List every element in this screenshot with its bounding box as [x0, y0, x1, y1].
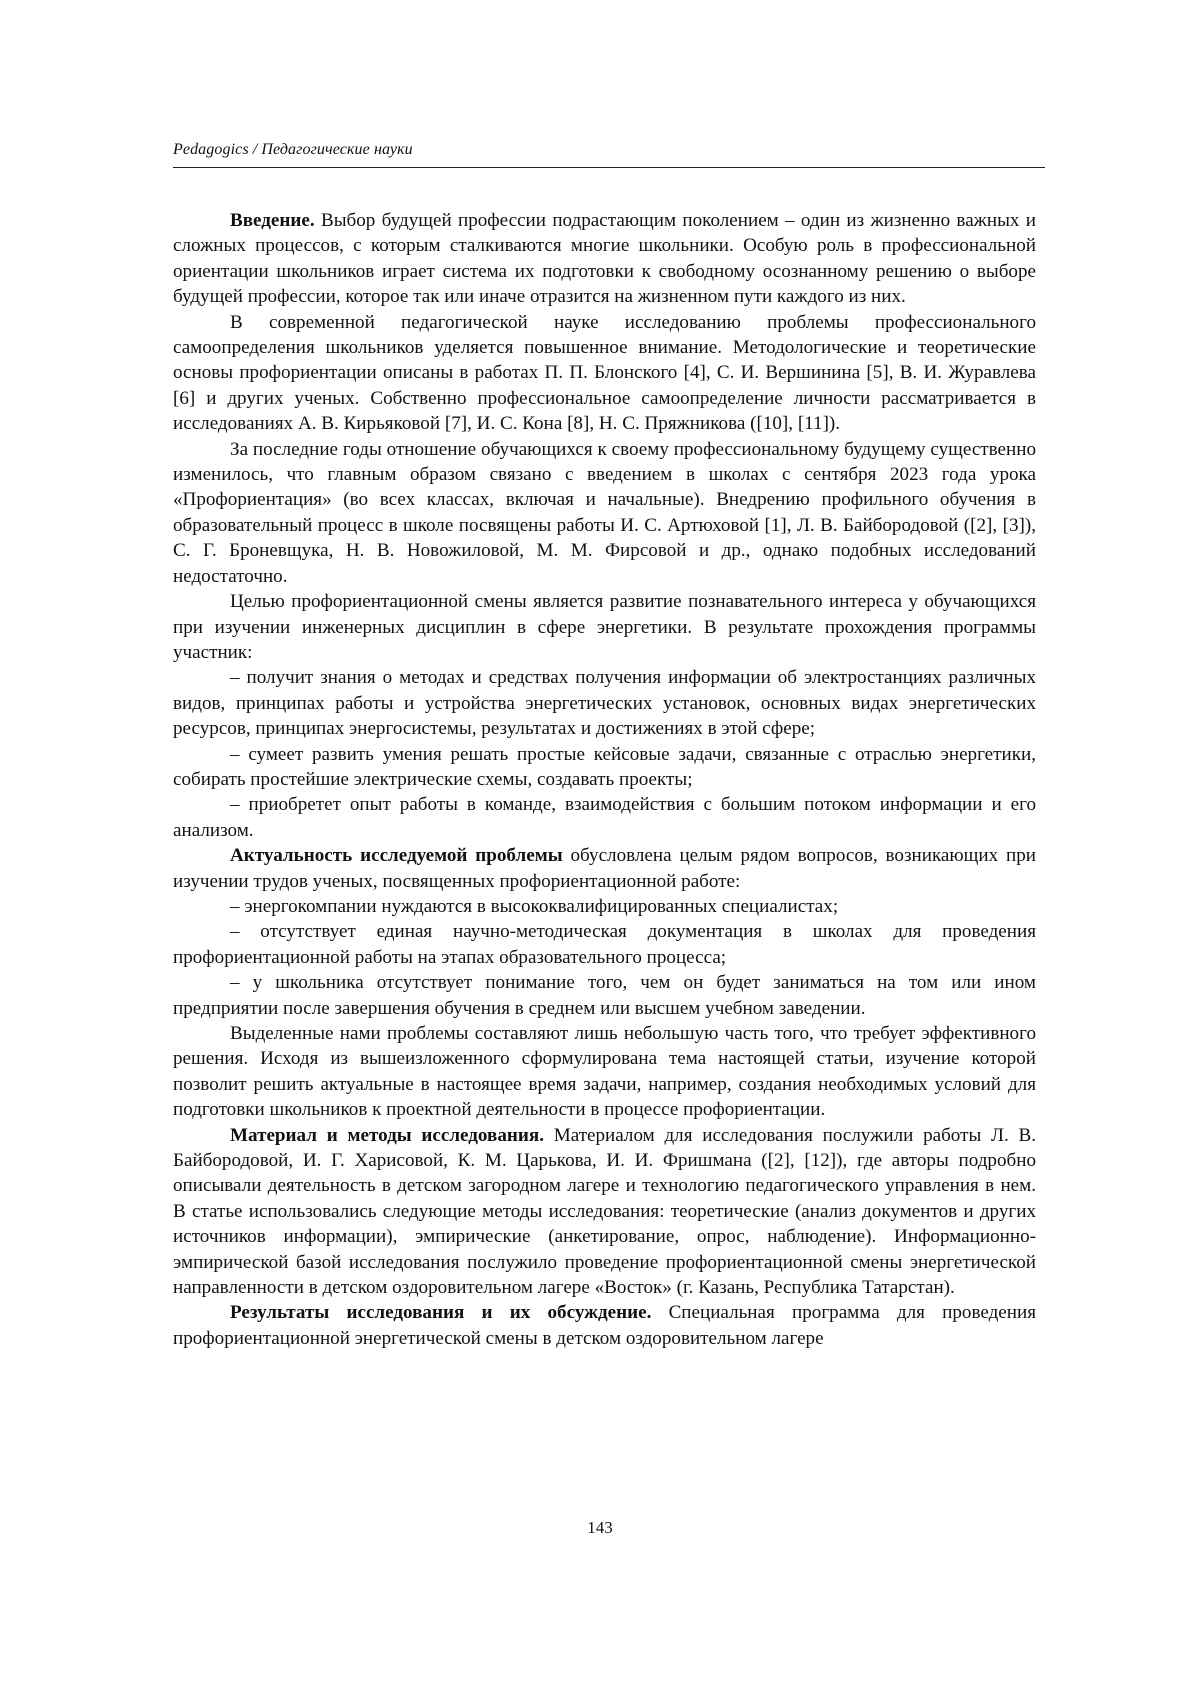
section-heading-materials-methods: Материал и методы исследования. [230, 1124, 544, 1146]
paragraph-results: Результаты исследования и их обсуждение. Специальная программа для проведения профориентационной энергетической смены в детском оздоровительном лагере [173, 1302, 1036, 1349]
article-body [173, 208, 1036, 1351]
section-heading-relevance: Актуальность исследуемой проблемы [230, 845, 563, 867]
paragraph-materials-methods: Материал и методы исследования. Материалом для исследования послужили работы Л. В. Байбородовой, И. Г. Харисовой, К. М. Царькова, И. И. Фришмана ([2], [12]), где авторы подробно описывали деятельность в детском загородном лагере и технологию педагогического управления в нем. В статье использовались следующие методы исследования: теоретические (анализ документов и других источников информации), эмпирические (анкетирование, опрос, наблюдение). Информационно-эмпирической базой исследования послужило проведение профориентационной смены энергетической направленности в детском оздоровительном лагере «Восток» (г. Казань, Республика Татарстан). [173, 1124, 1036, 1299]
list-item-problem-documentation: – отсутствует единая научно-методическая документация в школах для проведения профориентационной работы на этапах образовательного процесса; [173, 921, 1036, 968]
list-item-problem-specialists: – энергокомпании нуждаются в высококвалифицированных специалистах; [230, 895, 839, 917]
list-item-problem-understanding: – у школьника отсутствует понимание того, чем он будет заниматься на том или ином предприятии после завершения обучения в среднем или высшем учебном заведении. [173, 972, 1036, 1019]
paragraph-relevance: Актуальность исследуемой проблемы обусловлена целым рядом вопросов, возникающих при изучении трудов ученых, посвященных профориентационной работе: [173, 845, 1036, 892]
paragraph-shift-goal: Целью профориентационной смены является развитие познавательного интереса у обучающихся при изучении инженерных дисциплин в сфере энергетики. В результате прохождения программы участник: [173, 591, 1036, 663]
list-item-outcome-skills: – сумеет развить умения решать простые кейсовые задачи, связанные с отраслью энергетики, собирать простейшие электрические схемы, создавать проекты; [173, 743, 1036, 790]
running-title: Pedagogics / Педагогические науки [173, 141, 413, 158]
paragraph-introduction: Введение. Выбор будущей профессии подрастающим поколением – один из жизненно важных и сложных процессов, с которым сталкиваются многие школьники. Особую роль в профессиональной ориентации школьников играет система их подготовки к свободному осознанному решению о выборе будущей профессии, которое так или иначе отразится на жизненном пути каждого из них. [173, 210, 1036, 308]
paragraph-research-overview: В современной педагогической науке исследованию проблемы профессионального самоопределения школьников уделяется повышенное внимание. Методологические и теоретические основы профориентации описаны в работах П. П. Блонского [4], С. И. Вершинина [5], В. И. Журавлева [6] и других ученых. Собственно профессиональное самоопределение личности рассматривается в исследованиях А. В. Кирьяковой [7], И. С. Кона [8], Н. С. Пряжникова ([10], [11]). [173, 311, 1036, 435]
paragraph-recent-changes: За последние годы отношение обучающихся к своему профессиональному будущему существенно изменилось, что главным образом связано с введением в школах с сентября 2023 года урока «Профориентация» (во всех классах, включая и начальные). Внедрению профильного обучения в образовательный процесс в школе посвящены работы И. С. Артюховой [1], Л. В. Байбородовой ([2], [3]), С. Г. Броневщука, Н. В. Новожиловой, М. М. Фирсовой и др., однако подобных исследований недостаточно. [173, 438, 1036, 587]
list-item-outcome-teamwork: – приобретет опыт работы в команде, взаимодействия с большим потоком информации и его анализом. [173, 794, 1036, 841]
section-heading-introduction: Введение. [230, 210, 315, 231]
list-item-outcome-knowledge: – получит знания о методах и средствах получения информации об электростанциях различных видов, принципах работы и устройства энергетических установок, основных видах энергетических ресурсов, принципах энергосистемы, результатах и достижениях в этой сфере; [173, 667, 1036, 740]
paragraph-problem-summary: Выделенные нами проблемы составляют лишь небольшую часть того, что требует эффективного решения. Исходя из вышеизложенного сформулирована тема настоящей статьи, изучение которой позволит решить актуальные в настоящее время задачи, например, создания необходимых условий для подготовки школьников к проектной деятельности в процессе профориентации. [173, 1023, 1036, 1121]
section-heading-results: Результаты исследования и их обсуждение. [230, 1302, 652, 1324]
page-header [173, 137, 1045, 168]
page-number: 143 [587, 1518, 613, 1537]
